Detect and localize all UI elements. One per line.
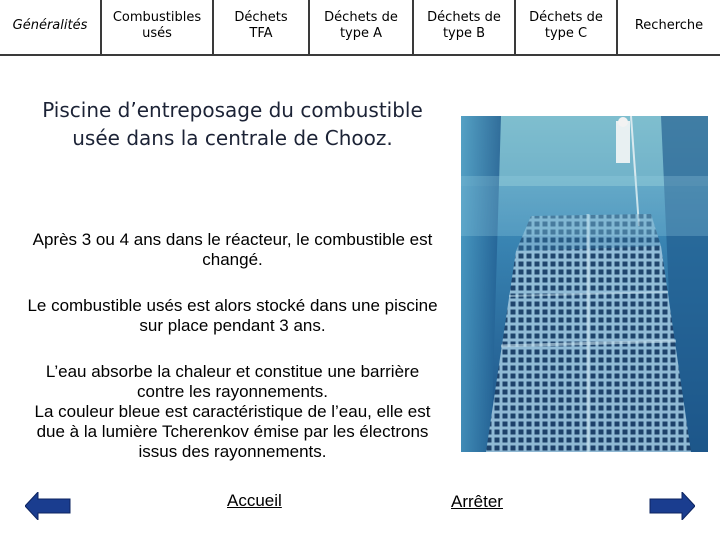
page-title: Piscine d’entreposage du combustible usée dans la centrale de Chooz. <box>42 98 423 150</box>
nav-dechets-type-b-label: Déchets de type B <box>427 10 501 41</box>
fuel-pool-photo <box>461 116 708 452</box>
home-link[interactable]: Accueil <box>227 491 282 510</box>
paragraph-storage: Le combustible usés est alors stocké dans une piscine sur place pendant 3 ans. <box>27 296 438 335</box>
nav-recherche[interactable] <box>618 0 720 52</box>
nav-combustibles-uses[interactable] <box>102 0 212 52</box>
nav-dechets-type-b[interactable] <box>414 0 514 52</box>
nav-combustibles-uses-label: Combustibles usés <box>112 10 202 41</box>
nav-dechets-tfa[interactable] <box>214 0 308 52</box>
right-arrow-icon[interactable] <box>649 492 695 524</box>
top-navigation <box>0 0 720 56</box>
stop-link[interactable]: Arrêter <box>451 492 503 511</box>
paragraph-cherenkov: L’eau absorbe la chaleur et constitue une barrière contre les rayonnements. La couleur bleue est caractéristique de l’eau, elle est due à la lumière Tcherenkov émise par les électrons issus des rayonnements. <box>34 362 431 461</box>
nav-recherche-label: Recherche <box>634 18 704 33</box>
left-arrow-icon[interactable] <box>25 492 71 524</box>
nav-generalites-label: Généralités <box>12 18 88 33</box>
nav-dechets-type-c-label: Déchets de type C <box>529 10 603 41</box>
nav-dechets-type-c[interactable] <box>516 0 616 52</box>
nav-dechets-type-a-label: Déchets de type A <box>324 10 398 41</box>
paragraph-fuel-change: Après 3 ou 4 ans dans le réacteur, le combustible est changé. <box>32 230 433 269</box>
nav-dechets-tfa-label: Déchets TFA <box>234 10 288 41</box>
nav-generalites[interactable] <box>0 0 100 52</box>
nav-dechets-type-a[interactable] <box>310 0 412 52</box>
